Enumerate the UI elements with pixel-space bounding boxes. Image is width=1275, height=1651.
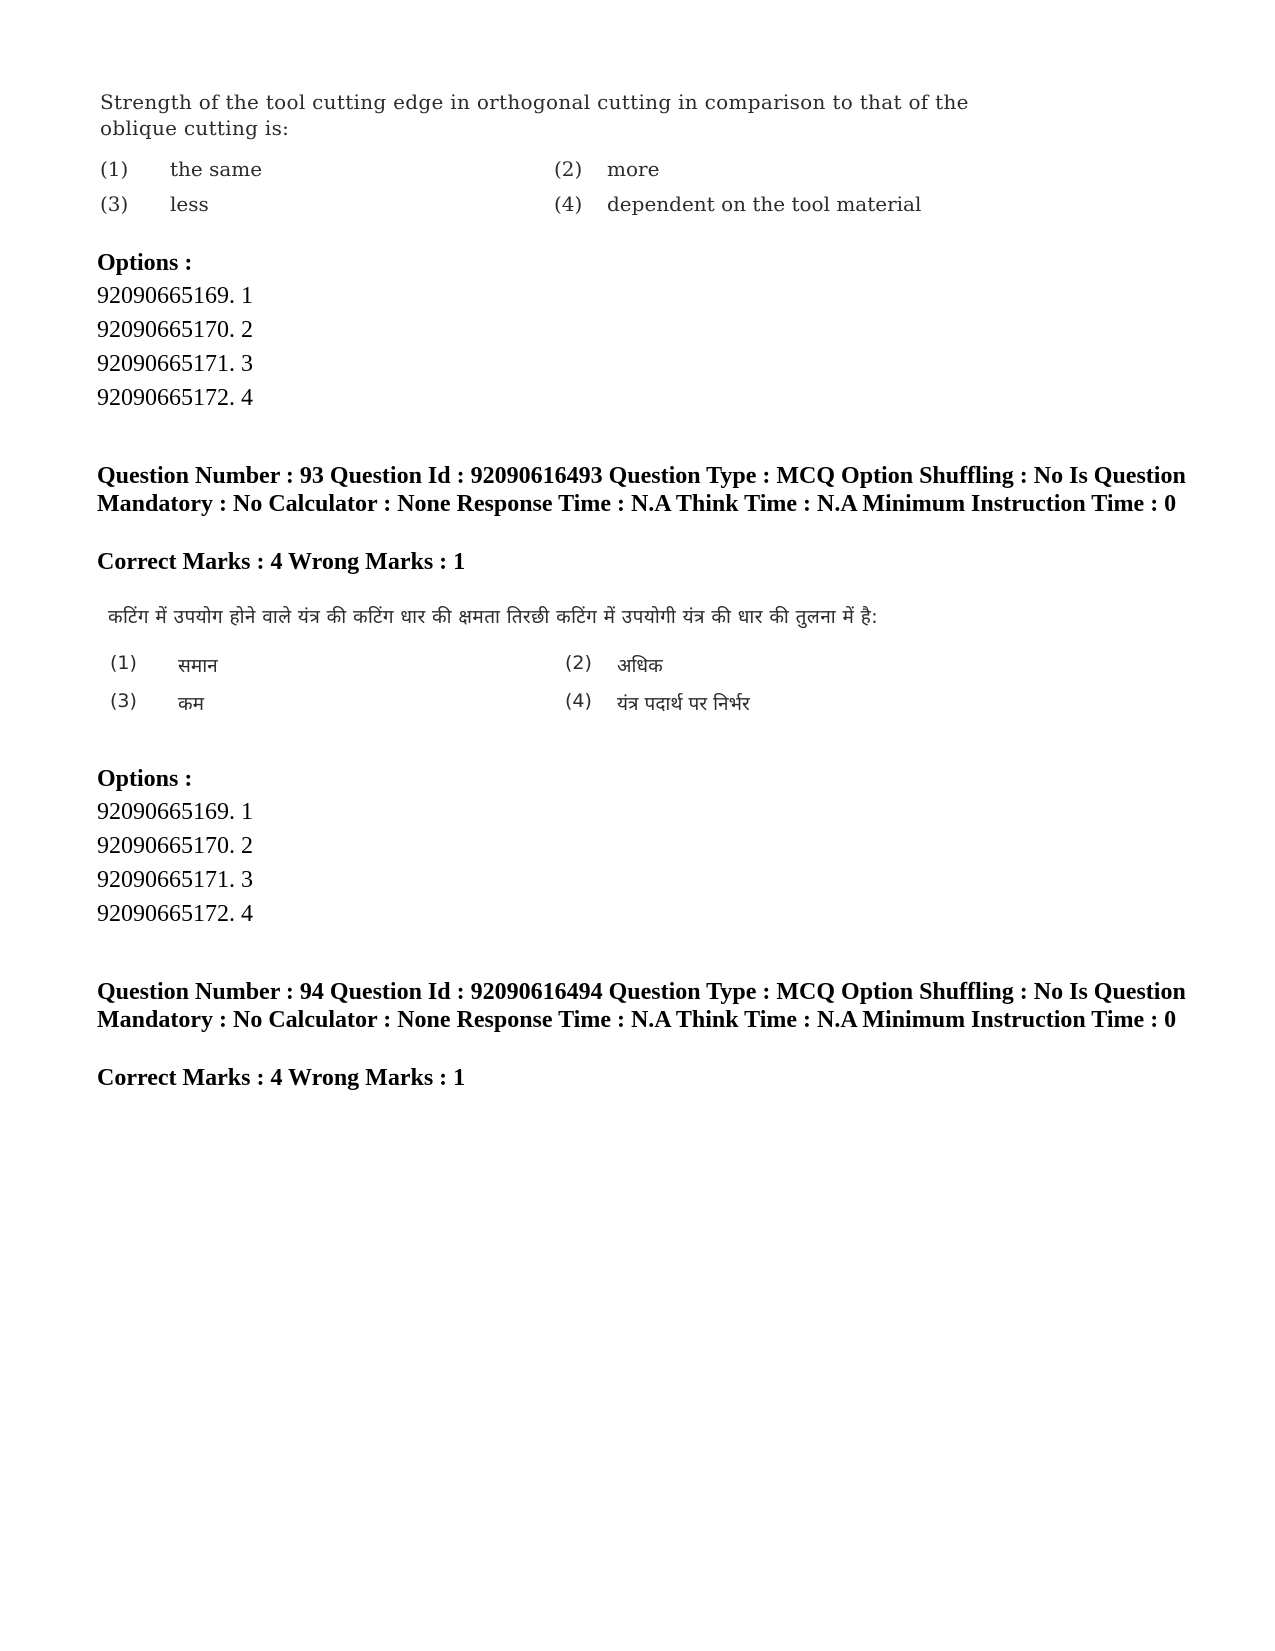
choice-number: (3) [110,690,137,712]
choice-number: (1) [100,157,129,181]
choice-number: (3) [100,192,129,216]
option-line: 92090665171. 3 [97,867,253,893]
choice-text: यंत्र पदार्थ पर निर्भर [617,693,750,715]
option-line: 92090665169. 1 [97,283,253,309]
option-line: 92090665172. 4 [97,901,253,927]
choice-text: more [607,157,660,181]
option-line: 92090665170. 2 [97,317,253,343]
choice-number: (1) [110,652,137,674]
choice-text: less [170,192,209,216]
choice-number: (4) [554,192,583,216]
q93-hindi-text: कटिंग में उपयोग होने वाले यंत्र की कटिंग धार की क्षमता तिरछी कटिंग में उपयोगी यंत्र की धार की तुलना में है: [108,606,878,628]
option-line: 92090665172. 4 [97,385,253,411]
option-line: 92090665170. 2 [97,833,253,859]
choice-number: (2) [554,157,583,181]
choice-number: (4) [565,690,592,712]
options-label: Options : [97,766,193,792]
choice-text: the same [170,157,263,181]
question-92-text: Strength of the tool cutting edge in orthogonal cutting in comparison to that of the oblique cutting is: [100,90,969,140]
q93-meta: Question Number : 93 Question Id : 92090616493 Question Type : MCQ Option Shuffling : No Is Question Mandatory : No Calculator : None Response Time : N.A Think Time : N.A Minimum Instruction Time : 0 [97,463,1186,517]
options-label: Options : [97,250,193,276]
choice-number: (2) [565,652,592,674]
choice-text: समान [178,655,218,677]
option-line: 92090665171. 3 [97,351,253,377]
option-line: 92090665169. 1 [97,799,253,825]
q94-marks: Correct Marks : 4 Wrong Marks : 1 [97,1065,466,1091]
choice-text: dependent on the tool material [607,192,922,216]
q93-options [97,763,253,931]
q94-meta: Question Number : 94 Question Id : 92090616494 Question Type : MCQ Option Shuffling : No Is Question Mandatory : No Calculator : None Response Time : N.A Think Time : N.A Minimum Instruction Time : 0 [97,979,1186,1033]
q93-marks: Correct Marks : 4 Wrong Marks : 1 [97,549,466,575]
choice-text: कम [178,693,204,715]
choice-text: अधिक [617,655,663,677]
q92-options [97,247,253,415]
